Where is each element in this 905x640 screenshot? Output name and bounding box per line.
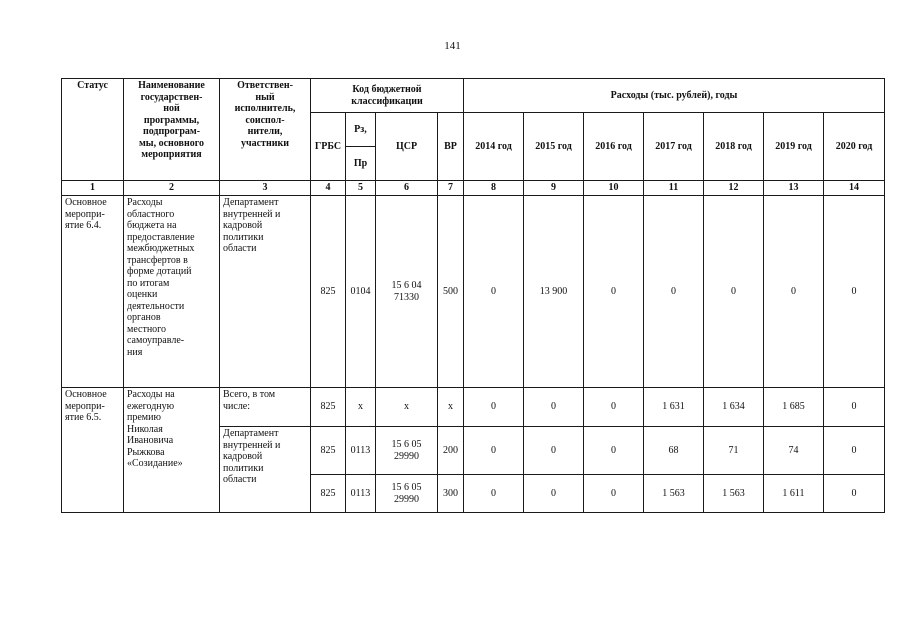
cell-value: 0 — [584, 388, 644, 427]
cell-value: 68 — [644, 427, 704, 475]
cell-vr: x — [438, 388, 464, 427]
column-number: 10 — [584, 181, 644, 196]
row-executor: Департамент внутренней и кадровой политики области — [220, 196, 311, 388]
cell-value: 0 — [524, 388, 584, 427]
cell-csr: 15 6 05 29990 — [376, 427, 438, 475]
header-status: Статус — [62, 79, 124, 181]
header-executor: Ответствен- ный исполнитель, соиспол- нители, участники — [220, 79, 311, 181]
cell-value: 0 — [584, 427, 644, 475]
cell-value: 0 — [584, 196, 644, 388]
cell-value: 0 — [824, 475, 885, 513]
cell-value: 0 — [824, 427, 885, 475]
cell-value: 1 611 — [764, 475, 824, 513]
row-name: Расходы на ежегодную премию Николая Ивановича Рыжкова «Созидание» — [124, 388, 220, 513]
header-csr: ЦСР — [376, 113, 438, 181]
cell-rzpr: x — [346, 388, 376, 427]
column-number: 5 — [346, 181, 376, 196]
cell-rzpr: 0113 — [346, 475, 376, 513]
cell-value: 74 — [764, 427, 824, 475]
header-pr: Пр — [346, 147, 376, 181]
cell-vr: 200 — [438, 427, 464, 475]
row-executor: Всего, в том числе: — [220, 388, 311, 427]
header-budget-code: Код бюджетной классификации — [311, 79, 464, 113]
header-year: 2019 год — [764, 113, 824, 181]
cell-value: 1 634 — [704, 388, 764, 427]
cell-rzpr: 0104 — [346, 196, 376, 388]
column-number: 6 — [376, 181, 438, 196]
cell-value: 0 — [764, 196, 824, 388]
cell-value: 0 — [464, 388, 524, 427]
column-number: 12 — [704, 181, 764, 196]
cell-value: 0 — [524, 475, 584, 513]
cell-value: 1 631 — [644, 388, 704, 427]
column-number: 4 — [311, 181, 346, 196]
cell-grbs: 825 — [311, 196, 346, 388]
header-year: 2018 год — [704, 113, 764, 181]
column-number: 11 — [644, 181, 704, 196]
row-executor: Департамент внутренней и кадровой политики области — [220, 427, 311, 513]
cell-value: 0 — [644, 196, 704, 388]
cell-csr: 15 6 05 29990 — [376, 475, 438, 513]
header-year: 2020 год — [824, 113, 885, 181]
column-number: 7 — [438, 181, 464, 196]
header-row — [62, 79, 885, 113]
header-year: 2014 год — [464, 113, 524, 181]
cell-value: 0 — [464, 196, 524, 388]
row-status: Основное меропри- ятие 6.4. — [62, 196, 124, 388]
cell-csr: 15 6 04 71330 — [376, 196, 438, 388]
column-number: 13 — [764, 181, 824, 196]
cell-value: 0 — [464, 427, 524, 475]
table-row — [62, 196, 885, 388]
budget-table — [61, 78, 885, 513]
cell-value: 0 — [824, 388, 885, 427]
row-status: Основное меропри- ятие 6.5. — [62, 388, 124, 513]
page-number: 141 — [444, 40, 461, 52]
header-year: 2017 год — [644, 113, 704, 181]
cell-value: 0 — [524, 427, 584, 475]
row-name: Расходы областного бюджета на предоставление межбюджетных трансфертов в форме дотаций по итогам оценки деятельности органов местного самоуправле- ния — [124, 196, 220, 388]
cell-value: 1 563 — [704, 475, 764, 513]
cell-value: 0 — [824, 196, 885, 388]
cell-value: 71 — [704, 427, 764, 475]
column-number: 3 — [220, 181, 311, 196]
column-number: 9 — [524, 181, 584, 196]
header-vr: ВР — [438, 113, 464, 181]
cell-value: 0 — [584, 475, 644, 513]
cell-csr: x — [376, 388, 438, 427]
cell-value: 0 — [704, 196, 764, 388]
cell-grbs: 825 — [311, 475, 346, 513]
header-year: 2016 год — [584, 113, 644, 181]
cell-value: 1 685 — [764, 388, 824, 427]
header-grbs: ГРБС — [311, 113, 346, 181]
cell-grbs: 825 — [311, 388, 346, 427]
cell-rzpr: 0113 — [346, 427, 376, 475]
column-number: 2 — [124, 181, 220, 196]
table-row — [62, 388, 885, 427]
cell-vr: 500 — [438, 196, 464, 388]
header-year: 2015 год — [524, 113, 584, 181]
header-expenses: Расходы (тыс. рублей), годы — [464, 79, 885, 113]
column-number: 8 — [464, 181, 524, 196]
column-number: 14 — [824, 181, 885, 196]
column-number: 1 — [62, 181, 124, 196]
cell-value: 0 — [464, 475, 524, 513]
cell-value: 1 563 — [644, 475, 704, 513]
cell-value: 13 900 — [524, 196, 584, 388]
cell-vr: 300 — [438, 475, 464, 513]
column-number-row — [62, 181, 885, 196]
cell-grbs: 825 — [311, 427, 346, 475]
header-name: Наименование государствен- ной программы, подпрограм- мы, основного мероприятия — [124, 79, 220, 181]
header-rz: Рз, — [346, 113, 376, 147]
